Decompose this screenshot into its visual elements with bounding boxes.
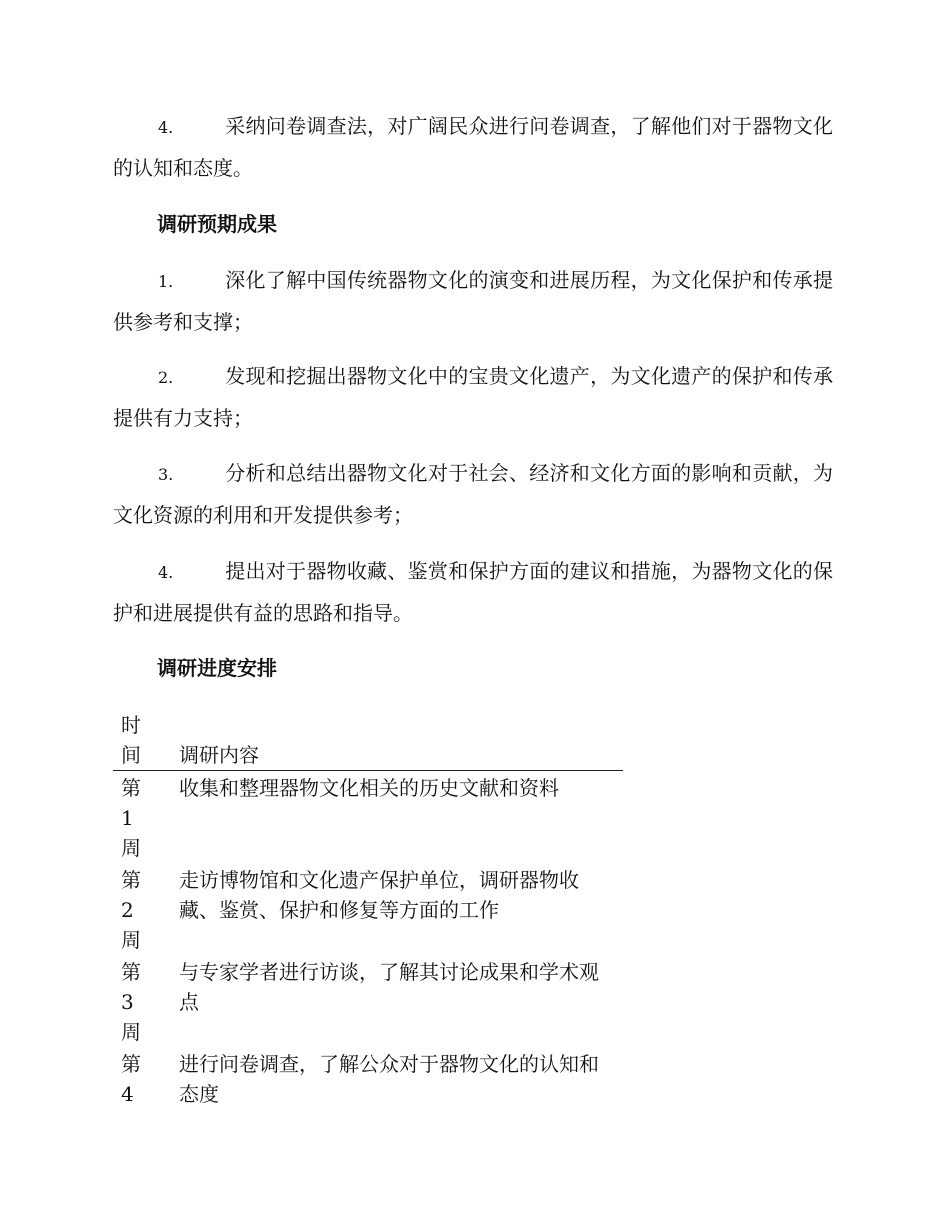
header-time xyxy=(113,710,157,771)
cell-content: 与专家学者进行访谈，了解其讨论成果和学术观点 xyxy=(179,960,599,1014)
item-number: 1. xyxy=(158,272,174,291)
week-char: 周 xyxy=(121,928,141,952)
table-row xyxy=(113,863,623,955)
table-row xyxy=(113,771,623,864)
item-text: 采纳问卷调查法，对广阔民众进行问卷调查，了解他们对于器物文化的认知和态度。 xyxy=(113,114,833,180)
item-number: 4. xyxy=(158,563,174,582)
schedule-table xyxy=(113,710,623,1109)
cell-content: 进行问卷调查，了解公众对于器物文化的认知和态度 xyxy=(179,1052,599,1106)
item-number: 4. xyxy=(158,118,174,137)
heading-schedule: 调研进度安排 xyxy=(157,656,277,680)
result-item-4 xyxy=(113,551,833,633)
header-time-char-2: 间 xyxy=(121,743,141,767)
week-char: 第 xyxy=(121,1052,141,1076)
week-char: 周 xyxy=(121,1020,141,1044)
item-text: 提出对于器物收藏、鉴赏和保护方面的建议和措施，为器物文化的保护和进展提供有益的思路和指导。 xyxy=(113,559,833,625)
table-row xyxy=(113,1047,623,1109)
result-item-3 xyxy=(113,453,833,535)
result-item-2 xyxy=(113,356,833,438)
header-time-char-1: 时 xyxy=(121,713,141,737)
item-text: 分析和总结出器物文化对于社会、经济和文化方面的影响和贡献，为文化资源的利用和开发提供参考； xyxy=(113,461,833,527)
week-char: 第 xyxy=(121,868,141,892)
header-content: 调研内容 xyxy=(157,710,623,771)
week-char: 第 xyxy=(121,776,141,800)
result-item-1 xyxy=(113,260,833,342)
week-number: 4 xyxy=(121,1082,134,1106)
week-number: 1 xyxy=(121,806,134,830)
cell-content: 收集和整理器物文化相关的历史文献和资料 xyxy=(179,776,559,800)
cell-week xyxy=(113,771,157,864)
item-text: 深化了解中国传统器物文化的演变和进展历程，为文化保护和传承提供参考和支撑； xyxy=(113,268,833,334)
cell-week xyxy=(113,863,157,955)
heading-expected-results: 调研预期成果 xyxy=(157,212,277,236)
week-char: 周 xyxy=(121,836,141,860)
cell-week xyxy=(113,1047,157,1109)
item-number: 2. xyxy=(158,368,174,387)
item-number: 3. xyxy=(158,465,174,484)
week-char: 第 xyxy=(121,960,141,984)
cell-week xyxy=(113,955,157,1047)
week-number: 2 xyxy=(121,898,134,922)
week-number: 3 xyxy=(121,990,134,1014)
method-item-4 xyxy=(113,106,833,188)
table-row xyxy=(113,955,623,1047)
table-header-row xyxy=(113,710,623,771)
cell-content: 走访博物馆和文化遗产保护单位，调研器物收藏、鉴赏、保护和修复等方面的工作 xyxy=(179,868,579,922)
item-text: 发现和挖掘出器物文化中的宝贵文化遗产，为文化遗产的保护和传承提供有力支持； xyxy=(113,364,833,430)
